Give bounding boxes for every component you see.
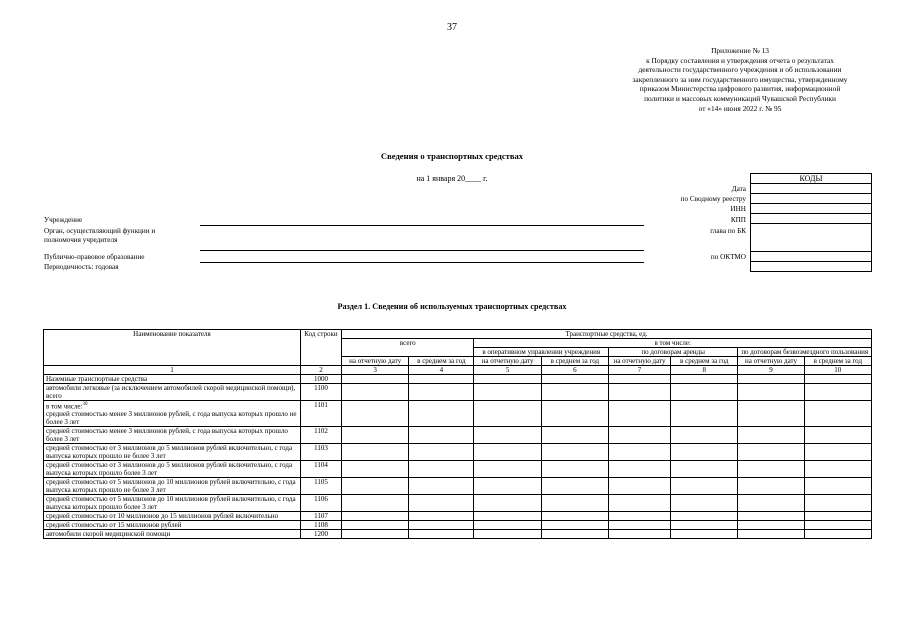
row-name-cell xyxy=(44,384,301,401)
row-code-cell: 1000 xyxy=(300,375,341,384)
institution-field[interactable] xyxy=(200,225,644,226)
value-cell[interactable] xyxy=(608,375,670,384)
value-cell[interactable] xyxy=(671,444,738,461)
label-kpp: КПП xyxy=(730,216,746,224)
value-cell[interactable] xyxy=(738,461,804,478)
value-cell[interactable] xyxy=(608,478,670,495)
value-cell[interactable] xyxy=(541,461,608,478)
row-name-cell xyxy=(44,530,301,539)
value-cell[interactable] xyxy=(474,521,541,530)
table-row xyxy=(44,521,872,530)
value-cell[interactable] xyxy=(409,530,474,539)
appendix-line: деятельности государственного учреждения и об использовании xyxy=(638,65,842,75)
value-cell[interactable] xyxy=(541,521,608,530)
row-code-cell: 1200 xyxy=(300,530,341,539)
column-number: 2 xyxy=(300,366,341,375)
column-number: 10 xyxy=(804,366,871,375)
value-cell[interactable] xyxy=(342,461,409,478)
table-body xyxy=(44,375,872,539)
vehicles-table xyxy=(43,329,872,539)
label-chapter: глава по БК xyxy=(710,227,746,235)
row-name-cell xyxy=(44,521,301,530)
row-name: средней стоимостью от 3 миллионов до 5 миллионов рублей включительно, с года выпуска которых прошло не более 3 лет xyxy=(46,444,293,461)
value-cell[interactable] xyxy=(541,427,608,444)
header-operational: в оперативном управлении учреждения xyxy=(474,348,608,357)
row-code-cell: 1108 xyxy=(300,521,341,530)
value-cell[interactable] xyxy=(608,444,670,461)
value-cell[interactable] xyxy=(474,401,541,427)
value-cell[interactable] xyxy=(608,495,670,512)
value-cell[interactable] xyxy=(738,375,804,384)
header-including: в том числе: xyxy=(474,339,872,348)
value-cell[interactable] xyxy=(804,444,871,461)
row-name: средней стоимостью от 5 миллионов до 10 миллионов рублей включительно, с года выпуска которых прошло более 3 лет xyxy=(46,495,296,512)
value-cell[interactable] xyxy=(804,384,871,401)
row-name: Наземные транспортные средства xyxy=(46,375,148,383)
code-oktmo-cell[interactable] xyxy=(751,252,872,262)
value-cell[interactable] xyxy=(342,512,409,521)
code-date-cell[interactable] xyxy=(751,184,872,194)
row-code-cell: 1102 xyxy=(300,427,341,444)
value-cell[interactable] xyxy=(409,384,474,401)
column-number: 5 xyxy=(474,366,541,375)
row-name-cell xyxy=(44,444,301,461)
public-entity-label: Публично-правовое образование xyxy=(44,253,145,261)
appendix-line: приказом Министерства цифрового развития, информационной xyxy=(639,84,841,94)
row-name-prefix-text: в том числе: xyxy=(46,402,83,411)
codes-header: КОДЫ xyxy=(751,174,872,184)
row-name-cell xyxy=(44,375,301,384)
value-cell[interactable] xyxy=(409,427,474,444)
value-cell[interactable] xyxy=(541,478,608,495)
column-number: 3 xyxy=(342,366,409,375)
table-row xyxy=(44,512,872,521)
value-cell[interactable] xyxy=(804,521,871,530)
value-cell[interactable] xyxy=(738,384,804,401)
value-cell[interactable] xyxy=(671,375,738,384)
value-cell[interactable] xyxy=(342,444,409,461)
value-cell[interactable] xyxy=(474,512,541,521)
row-code-cell: 1105 xyxy=(300,478,341,495)
row-name: средней стоимостью от 5 миллионов до 10 миллионов рублей включительно, с года выпуска которых прошло не более 3 лет xyxy=(46,478,296,495)
row-name: средней стоимостью менее 3 миллионов рублей, с года выпуска которых прошло не более 3 лет xyxy=(46,410,297,427)
value-cell[interactable] xyxy=(804,427,871,444)
row-name: автомобили легковые (за исключением автомобилей скорой медицинской помощи), всего xyxy=(46,384,296,400)
label-oktmo: по ОКТМО xyxy=(710,253,746,261)
label-date: Дата xyxy=(731,185,746,193)
column-number: 7 xyxy=(608,366,670,375)
value-cell[interactable] xyxy=(541,512,608,521)
value-cell[interactable] xyxy=(474,444,541,461)
header-average: в среднем за год xyxy=(804,357,871,366)
authority-label-1: Орган, осуществляющий функции и xyxy=(44,227,156,235)
appendix-line: политики и массовых коммуникаций Чувашской Республики xyxy=(644,93,836,103)
value-cell[interactable] xyxy=(409,444,474,461)
value-cell[interactable] xyxy=(804,461,871,478)
row-code-cell: 1104 xyxy=(300,461,341,478)
value-cell[interactable] xyxy=(474,478,541,495)
header-name: Наименование показателя xyxy=(44,330,301,366)
appendix-line: Приложение № 13 xyxy=(711,46,769,55)
code-registry-cell[interactable] xyxy=(751,194,872,204)
code-kpp-cell[interactable] xyxy=(751,214,872,224)
value-cell[interactable] xyxy=(541,375,608,384)
row-code-cell: 1100 xyxy=(300,384,341,401)
header-on-date: на отчетную дату xyxy=(342,357,409,366)
page-number: 37 xyxy=(447,22,457,33)
table-row xyxy=(44,444,872,461)
report-date-line: на 1 января 20____ г. xyxy=(416,174,488,183)
table-row xyxy=(44,401,872,427)
value-cell[interactable] xyxy=(804,478,871,495)
code-chapter-cell[interactable] xyxy=(751,224,872,252)
label-inn: ИНН xyxy=(730,205,746,213)
value-cell[interactable] xyxy=(474,495,541,512)
value-cell[interactable] xyxy=(342,530,409,539)
value-cell[interactable] xyxy=(474,427,541,444)
code-extra-cell[interactable] xyxy=(751,262,872,272)
public-entity-field[interactable] xyxy=(200,262,644,263)
header-on-date: на отчетную дату xyxy=(474,357,541,366)
institution-label: Учреждение xyxy=(44,216,83,224)
row-code-cell: 1106 xyxy=(300,495,341,512)
authority-label-2: полномочия учредителя xyxy=(44,236,118,244)
value-cell[interactable] xyxy=(342,375,409,384)
table-row xyxy=(44,530,872,539)
value-cell[interactable] xyxy=(342,478,409,495)
value-cell[interactable] xyxy=(608,512,670,521)
value-cell[interactable] xyxy=(738,478,804,495)
value-cell[interactable] xyxy=(804,512,871,521)
row-name-cell xyxy=(44,401,301,427)
value-cell[interactable] xyxy=(671,384,738,401)
value-cell[interactable] xyxy=(474,384,541,401)
row-name: средней стоимостью от 3 миллионов до 5 миллионов рублей включительно, с года выпуска которых прошло более 3 лет xyxy=(46,461,293,478)
footnote-marker: 30 xyxy=(82,402,88,407)
value-cell[interactable] xyxy=(671,401,738,427)
value-cell[interactable] xyxy=(804,375,871,384)
value-cell[interactable] xyxy=(608,384,670,401)
column-number: 8 xyxy=(671,366,738,375)
header-total: всего xyxy=(342,339,474,357)
section-title: Раздел 1. Сведения об используемых транспортных средствах xyxy=(337,302,567,311)
value-cell[interactable] xyxy=(608,427,670,444)
header-average: в среднем за год xyxy=(671,357,738,366)
header-free-use: по договорам безвозмездного пользования xyxy=(738,348,872,357)
column-number: 1 xyxy=(44,366,301,375)
row-name-cell xyxy=(44,495,301,512)
header-average: в среднем за год xyxy=(541,357,608,366)
value-cell[interactable] xyxy=(804,495,871,512)
header-average: в среднем за год xyxy=(409,357,474,366)
value-cell[interactable] xyxy=(608,521,670,530)
value-cell[interactable] xyxy=(738,495,804,512)
row-name-prefix xyxy=(46,401,298,410)
value-cell[interactable] xyxy=(671,461,738,478)
appendix-line: закрепленного за ним государственного имущества, утвержденному xyxy=(632,74,848,84)
header-vehicles: Транспортные средства, ед. xyxy=(342,330,872,339)
value-cell[interactable] xyxy=(409,495,474,512)
value-cell[interactable] xyxy=(541,444,608,461)
value-cell[interactable] xyxy=(738,512,804,521)
row-code-cell: 1101 xyxy=(300,401,341,427)
table-row xyxy=(44,495,872,512)
value-cell[interactable] xyxy=(738,444,804,461)
value-cell[interactable] xyxy=(804,401,871,427)
value-cell[interactable] xyxy=(409,512,474,521)
label-registry: по Сводному реестру xyxy=(680,195,746,203)
value-cell[interactable] xyxy=(608,530,670,539)
value-cell[interactable] xyxy=(608,401,670,427)
value-cell[interactable] xyxy=(671,512,738,521)
table-row xyxy=(44,427,872,444)
appendix-line: от «14» июня 2022 г. № 95 xyxy=(698,103,782,113)
table-row xyxy=(44,384,872,401)
value-cell[interactable] xyxy=(474,375,541,384)
value-cell[interactable] xyxy=(342,521,409,530)
row-code-cell: 1103 xyxy=(300,444,341,461)
value-cell[interactable] xyxy=(474,530,541,539)
value-cell[interactable] xyxy=(409,375,474,384)
value-cell[interactable] xyxy=(671,495,738,512)
value-cell[interactable] xyxy=(541,530,608,539)
value-cell[interactable] xyxy=(342,401,409,427)
header-on-date: на отчетную дату xyxy=(608,357,670,366)
column-number: 4 xyxy=(409,366,474,375)
value-cell[interactable] xyxy=(671,530,738,539)
periodicity-label: Периодичность: годовая xyxy=(44,263,119,271)
row-name-cell xyxy=(44,461,301,478)
value-cell[interactable] xyxy=(541,384,608,401)
value-cell[interactable] xyxy=(541,401,608,427)
value-cell[interactable] xyxy=(409,461,474,478)
header-lease: по договорам аренды xyxy=(608,348,737,357)
authority-field[interactable] xyxy=(200,250,644,251)
appendix-line: к Порядку составления и утверждения отчета о результатах xyxy=(646,55,834,65)
row-name: автомобили скорой медицинской помощи xyxy=(46,530,171,539)
header-on-date: на отчетную дату xyxy=(738,357,804,366)
row-code-cell: 1107 xyxy=(300,512,341,521)
value-cell[interactable] xyxy=(342,384,409,401)
column-number: 9 xyxy=(738,366,804,375)
page-title: Сведения о транспортных средствах xyxy=(380,151,524,161)
row-name: средней стоимостью от 15 миллионов рублей xyxy=(46,521,182,530)
value-cell[interactable] xyxy=(342,495,409,512)
value-cell[interactable] xyxy=(608,461,670,478)
value-cell[interactable] xyxy=(804,530,871,539)
row-name: средней стоимостью от 10 миллионов до 15 миллионов рублей включительно xyxy=(46,512,279,521)
value-cell[interactable] xyxy=(409,521,474,530)
value-cell[interactable] xyxy=(738,521,804,530)
codes-table xyxy=(750,173,872,272)
table-row xyxy=(44,375,872,384)
value-cell[interactable] xyxy=(409,478,474,495)
code-inn-cell[interactable] xyxy=(751,204,872,214)
value-cell[interactable] xyxy=(342,427,409,444)
value-cell[interactable] xyxy=(671,427,738,444)
value-cell[interactable] xyxy=(738,427,804,444)
table-row xyxy=(44,461,872,478)
row-name: средней стоимостью менее 3 миллионов рублей, с года выпуска которых прошло более 3 лет xyxy=(46,427,288,444)
value-cell[interactable] xyxy=(409,401,474,427)
row-name-cell xyxy=(44,512,301,521)
value-cell[interactable] xyxy=(738,530,804,539)
value-cell[interactable] xyxy=(671,478,738,495)
value-cell[interactable] xyxy=(474,461,541,478)
value-cell[interactable] xyxy=(541,495,608,512)
row-name-cell xyxy=(44,478,301,495)
column-number: 6 xyxy=(541,366,608,375)
table-row xyxy=(44,478,872,495)
value-cell[interactable] xyxy=(671,521,738,530)
header-code: Код строки xyxy=(300,330,341,366)
value-cell[interactable] xyxy=(738,401,804,427)
appendix-block xyxy=(600,46,880,113)
row-name-cell xyxy=(44,427,301,444)
